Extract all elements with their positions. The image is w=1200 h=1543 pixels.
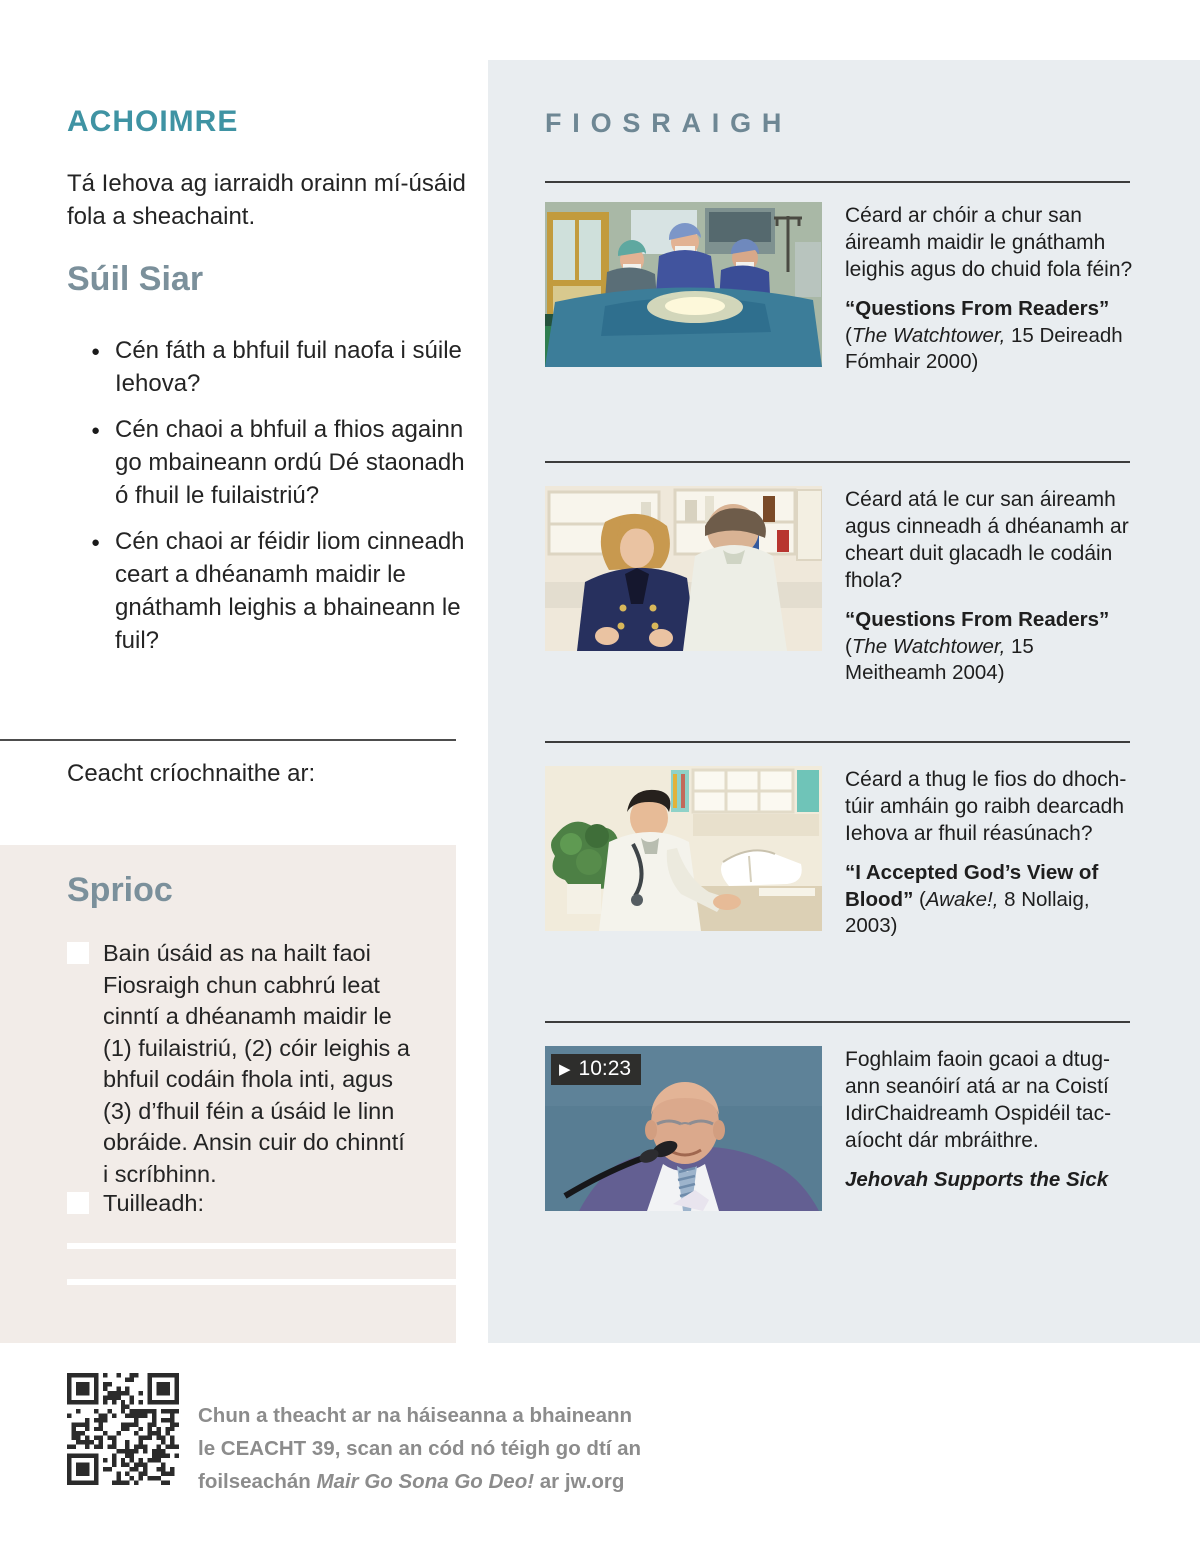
citation-text: 8 Nollaig, 2003) (845, 887, 1090, 937)
fiosraigh-title: FIOSRAIGH (545, 108, 793, 138)
citation-text: 15 Meitheamh 2004) (845, 634, 1034, 684)
review-question-list (67, 334, 473, 670)
reference-question: Céard atá le cur san áireamh agus cinneadh á dhéanamh ar cheart duit glacadh le codáin fhola? (845, 488, 1129, 592)
publication-name: Awake!, (925, 887, 999, 911)
video-title: Jehovah Supports the Sick (845, 1168, 1109, 1191)
video-thumbnail[interactable] (545, 1046, 822, 1211)
reference-question: Foghlaim faoin gcaoi a dtugann seanóirí atá ar na Coistí IdirChaidreamh Ospidéil tacaíocht dár mbráithre. (845, 1048, 1112, 1152)
play-icon: ▶ (559, 1060, 571, 1078)
divider (545, 1021, 1130, 1023)
divider (545, 461, 1130, 463)
reference-question: Céard a thug le fios do dhochtúir amháin go raibh dearcadh Iehova ar fhuil réasúnach? (845, 768, 1127, 845)
reference-citation (845, 860, 1135, 940)
review-title: Súil Siar (67, 260, 204, 298)
publication-name: The Watchtower, (851, 323, 1006, 347)
consultation-photo[interactable] (545, 486, 822, 651)
citation-text: ( (913, 887, 926, 911)
goal-box (0, 845, 456, 1343)
doctor-desk-photo[interactable] (545, 766, 822, 931)
reference-question: Céard ar chóir a chur san áireamh maidir le gnáthamh leighis agus do chuid fola féin? (845, 204, 1133, 281)
surgery-photo[interactable] (545, 202, 822, 367)
video-timestamp-badge (551, 1054, 641, 1085)
footer-instructions (198, 1399, 648, 1498)
reference-text (845, 202, 1135, 376)
write-in-line[interactable] (67, 1279, 456, 1285)
citation-text: ( (845, 634, 852, 658)
reference-text (845, 766, 1135, 940)
reference-citation (845, 296, 1135, 376)
publication-name: Mair Go Sona Go Deo! (316, 1470, 535, 1493)
publication-name: The Watchtower, (851, 634, 1006, 658)
video-timestamp: 10:23 (578, 1057, 632, 1080)
checkbox[interactable] (67, 1192, 89, 1214)
citation-text: 15 Deireadh Fómhair 2000) (845, 323, 1123, 373)
checkbox[interactable] (67, 942, 89, 964)
footer-text-before: Chun a theacht ar na háiseanna a bhaineann le CEACHT 39, scan an cód nó téigh go dtí an foilseachán (198, 1404, 642, 1493)
reference-citation (845, 1167, 1135, 1194)
divider (545, 181, 1130, 183)
goal-title: Sprioc (67, 871, 173, 909)
fiosraigh-panel (488, 60, 1200, 1343)
reference-citation (845, 607, 1135, 687)
summary-title: ACHOIMRE (67, 105, 239, 138)
goal-item-text: Bain úsáid as na hailt faoi Fiosraigh chun cabhrú leat cinntí a dhéanamh maidir le (1) fuilaistriú, (2) cóir leighis a bhfuil codáin fhola inti, agus (3) d’fhuil féin a úsáid le linn obráide. Ansin cuir do chinntí i scríbhinn. (103, 940, 410, 1187)
footer-text-after: ar jw.org (534, 1470, 625, 1493)
write-in-line[interactable] (67, 1243, 456, 1249)
goal-item (67, 1188, 413, 1220)
qr-code (67, 1373, 179, 1485)
goal-item-text: Tuilleadh: (103, 1190, 205, 1216)
summary-text: Tá Iehova ag iarraidh orainn mí-úsáid fola a sheachaint. (67, 170, 466, 230)
citation-text: ( (845, 323, 852, 347)
article-title: “Questions From Readers” (845, 297, 1110, 320)
review-question: ● Cén fáth a bhfuil fuil naofa i súile Iehova? (67, 334, 473, 400)
review-question: ● Cén chaoi ar féidir liom cinneadh ceart a dhéanamh maidir le gnáthamh leighis a bhaineann le fuil? (67, 525, 473, 657)
review-question: ● Cén chaoi a bhfuil a fhios againn go mbaineann ordú Dé staonadh ó fhuil le fuilaistriú? (67, 413, 473, 512)
divider (0, 739, 456, 741)
reference-text (845, 486, 1135, 687)
lesson-completed-label: Ceacht críochnaithe ar: (67, 760, 316, 787)
article-title: “I Accepted God’s View of Blood” (845, 861, 1099, 911)
article-title: “Questions From Readers” (845, 608, 1110, 631)
divider (545, 741, 1130, 743)
reference-text (845, 1046, 1135, 1194)
goal-item (67, 938, 413, 1190)
